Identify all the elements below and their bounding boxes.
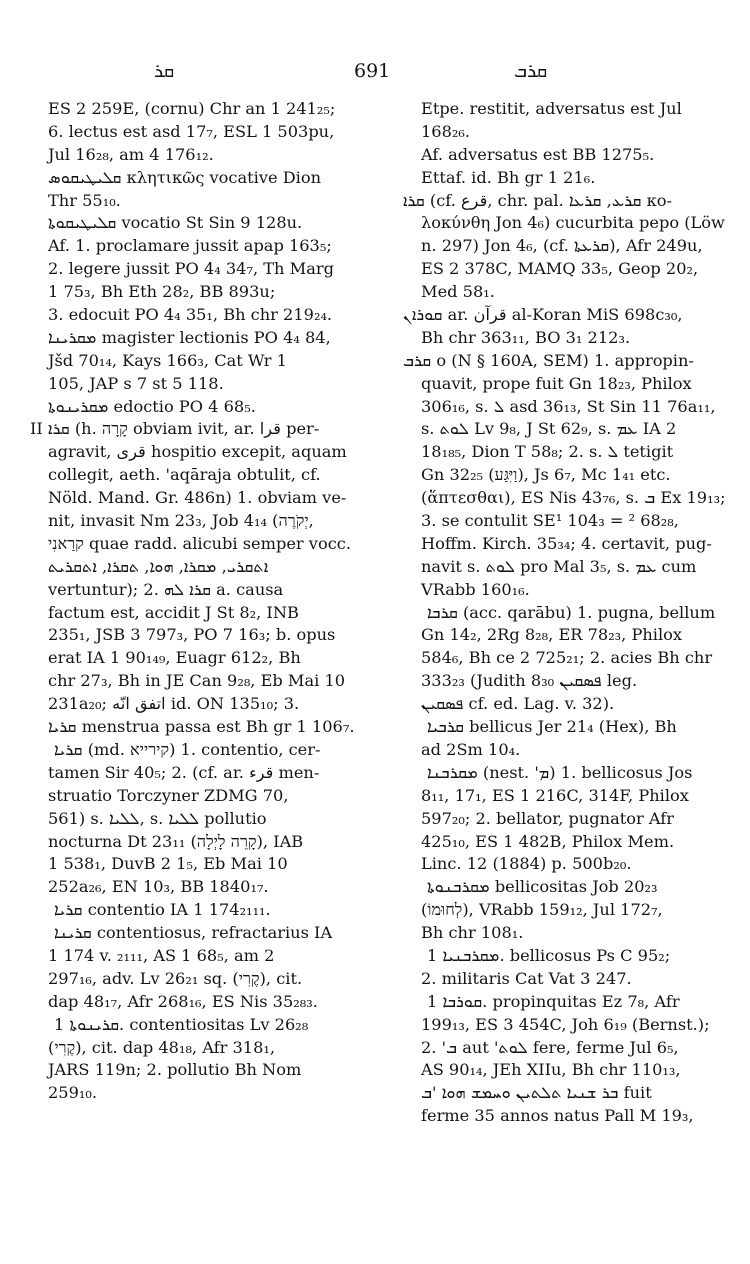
entry-line: quavit, prope fuit Gn 18₂₃, Philox: [421, 373, 692, 393]
entry-line: Thr 55₁₀.: [48, 190, 121, 210]
entry-line: Gn 32₂₅ (וַיִּגַּע), Js 6₇, Mc 1₄₁ etc.: [421, 465, 671, 485]
entry-line: ܩܪܝܐ (md. קירייא) 1. contentio, cer-: [54, 739, 321, 759]
entry-line: ܦܣܩܝܢ cf. ed. Lag. v. 32).: [421, 694, 615, 714]
entry-line: 425₁₀, ES 1 482B, Philox Mem.: [421, 831, 675, 851]
entry-line: 2. legere jussit PO 4₄ 34₇, Th Marg: [48, 259, 334, 279]
header-right-catchword: ܩܪܒ: [514, 60, 548, 82]
entry-line: struatio Torczyner ZDMG 70,: [48, 785, 289, 805]
entry-line: ܩܪܐ (cf. قرع, chr. pal. ܩܪܥ, ܩܪܥܐ κο-: [403, 190, 672, 210]
entry-line: 2. militaris Cat Vat 3 247.: [421, 968, 632, 988]
left-column: [30, 98, 372, 1105]
entry-line: AS 90₁₄, JEh XIIu, Bh chr 110₁₃,: [421, 1060, 681, 1080]
entry-line: ܩܠܝܛܝܩܘܬܐ vocatio St Sin 9 128u.: [48, 213, 303, 233]
entry-line: ܩܪܝܐ contentio IA 1 174₂₁₁₁.: [54, 900, 271, 920]
entry-line: 235₁, JSB 3 797₃, PO 7 16₃; b. opus: [48, 625, 336, 645]
entry-line: ܡܩܪܒܢܐ (nest. 'ܡ) 1. bellicosus Jos: [427, 762, 693, 782]
entry-line: Bh chr 363₁₁, BO 3₁ 212₃.: [421, 327, 631, 347]
page-number: 691: [354, 60, 391, 82]
entry-line: (לְחוּמוֹ), VRabb 159₁₂, Jul 172₇,: [421, 900, 663, 920]
entry-line: ܒܪ ܫܢܝܐ ܬܠܬܝܢ ܘܚܡܫ ܗܘܐ 'ܒ fuit: [421, 1083, 652, 1103]
entry-line: 561) s. ܠܠܝܐ, s. ܠܠܝܐ pollutio: [48, 808, 267, 828]
entry-line: (ἅπτεσθαι), ES Nis 43₇₆, s. ܒ Ex 19₁₃;: [421, 488, 726, 508]
entry-line: collegit, aeth. 'aqāraja obtulit, cf.: [48, 465, 321, 485]
entry-line: ܩܘܪܐܢ ar. قرآن al-Koran MiS 698c₃₀,: [403, 305, 683, 325]
entry-line: 1 538₁, DuvB 2 1₅, Eb Mai 10: [48, 854, 288, 874]
entry-line: JARS 119n; 2. pollutio Bh Nom: [48, 1060, 302, 1080]
entry-line: tamen Sir 40₅; 2. (cf. ar. قرء men-: [48, 762, 320, 782]
entry-line: 231a₂₀; اتفق انّه id. ON 135₁₀; 3.: [48, 694, 300, 714]
entry-line: VRabb 160₁₆.: [421, 579, 530, 599]
entry-line: Jul 16₂₈, am 4 176₁₂.: [48, 144, 214, 164]
entry-line: 199₁₃, ES 3 454C, Joh 6₁₉ (Bernst.);: [421, 1014, 710, 1034]
header-left-catchword: ܩܪ: [154, 60, 175, 82]
entry-line: ܡܩܪܝܢܘܬܐ edoctio PO 4 68₅.: [48, 396, 256, 416]
entry-line: navit s. ܠܘܬ pro Mal 3₅, s. ܥܡ cum: [421, 556, 697, 576]
entry-line: 3. se contulit SE¹ 104₃ = ² 68₂₈,: [421, 511, 679, 531]
entry-line: Jšd 70₁₄, Kays 166₃, Cat Wr 1: [48, 350, 287, 370]
entry-line: 252a₂₆, EN 10₃, BB 1840₁₇.: [48, 877, 269, 897]
entry-line: ܩܪܝܢܐ contentiosus, refractarius IA: [54, 923, 333, 943]
entry-line: Linc. 12 (1884) p. 500b₂₀.: [421, 854, 632, 874]
entry-line: agravit, قرى hospitio excepit, aquam: [48, 442, 347, 462]
entry-line: ܐܬܩܪܝ, ܡܩܪܐ, ܗܘܐ, ܬܩܪܐ, ܐܬܩܪܝܬ: [48, 556, 269, 576]
entry-line: 297₁₆, adv. Lv 26₂₁ sq. (קֶרִי), cit.: [48, 968, 303, 988]
entry-line: s. ܠܘܬ Lv 9₈, J St 62₉, s. ܥܡ IA 2: [421, 419, 677, 439]
entry-line: 168₂₆.: [421, 121, 471, 141]
entry-line: ܩܪܒܝܐ bellicus Jer 21₄ (Hex), Bh: [427, 717, 677, 737]
entry-line: 6. lectus est asd 17₇, ESL 1 503pu,: [48, 121, 335, 141]
right-column: [403, 98, 726, 1128]
entry-line: ܩܠܝܛܝܩܘܣ κλητικῶς vocative Dion: [48, 167, 322, 187]
entry-line: 3. edocuit PO 4₄ 35₁, Bh chr 219₂₄.: [48, 305, 333, 325]
entry-line: ܩܪܝܐ menstrua passa est Bh gr 1 106₇.: [48, 717, 355, 737]
entry-line: vertuntur); 2. ܩܪܐ ܠܗ a. causa: [48, 579, 284, 599]
entry-line: 18₁₈₅, Dion T 58₈; 2. s. ܠ tetigit: [421, 442, 674, 462]
entry-line: ferme 35 annos natus Pall M 19₃,: [421, 1106, 694, 1126]
entry-line: Hoffm. Kirch. 35₃₄; 4. certavit, pug-: [421, 533, 712, 553]
entry-line: 8₁₁, 17₁, ES 1 216C, 314F, Philox: [421, 785, 689, 805]
entry-line: ܡܩܪܝܢܐ magister lectionis PO 4₄ 84,: [48, 327, 331, 347]
entry-line: (קֶרִי), cit. dap 48₁₈, Afr 318₁,: [48, 1037, 276, 1057]
entry-line: ES 2 378C, MAMQ 33₅, Geop 20₂,: [421, 259, 699, 279]
entry-line: 105, JAP s 7 st 5 118.: [48, 373, 224, 393]
entry-line: ES 2 259E, (cornu) Chr an 1 241₂₅;: [48, 99, 336, 118]
entry-line: 1 75₃, Bh Eth 28₂, BB 893u;: [48, 282, 276, 302]
entry-line: ܩܪܝܢܘܬܐ 1. contentiositas Lv 26₂₈: [54, 1014, 309, 1034]
entry-line: Etpe. restitit, adversatus est Jul: [421, 99, 682, 118]
entry-line: Af. 1. proclamare jussit apap 163₅;: [48, 236, 332, 256]
entry-line: factum est, accidit J St 8₂, INB: [48, 602, 299, 622]
entry-line: ad 2Sm 10₄.: [421, 739, 521, 759]
entry-line: ܩܘܪܒܐ 1. propinquitas Ez 7₈, Afr: [427, 991, 680, 1011]
entry-line: 259₁₀.: [48, 1083, 98, 1103]
entry-line: ܩܪܒ o (N § 160A, SEM) 1. appropin-: [403, 350, 694, 370]
entry-line: Af. adversatus est BB 1275₅.: [421, 144, 655, 164]
entry-line: ܩܪܒܐ (acc. qarābu) 1. pugna, bellum: [427, 602, 716, 622]
entry-line: 597₂₀; 2. bellator, pugnator Afr: [421, 808, 675, 828]
entry-line: erat IA 1 90₁₄₉, Euagr 612₂, Bh: [48, 648, 301, 668]
entry-line: ܡܩܪܒܢܝܐ 1. bellicosus Ps C 95₂;: [427, 945, 671, 965]
entry-line: λοκύνθη Jon 4₆) cucurbita pepo (Löw: [421, 213, 725, 233]
entry-line: Gn 14₂, 2Rg 8₂₈, ER 78₂₃, Philox: [421, 625, 683, 645]
entry-line: II ܩܪܐ (h. קָרָה obviam ivit, ar. قرا per-: [30, 419, 320, 439]
entry-line: Bh chr 108₁.: [421, 923, 524, 943]
entry-line: קרַאנִי quae radd. alicubi semper vocc.: [48, 533, 351, 553]
entry-line: Nöld. Mand. Gr. 486n) 1. obviam ve-: [48, 488, 347, 508]
entry-line: Ettaf. id. Bh gr 1 21₆.: [421, 167, 596, 187]
entry-line: ܡܩܪܒܢܘܬܐ bellicositas Job 20₂₃: [427, 877, 658, 897]
entry-line: dap 48₁₇, Afr 268₁₆, ES Nis 35₂₈₃.: [48, 991, 318, 1011]
entry-line: Med 58₁.: [421, 282, 495, 302]
entry-line: 1 174 v. ₂₁₁₁, AS 1 68₅, am 2: [48, 945, 275, 965]
entry-line: 306₁₆, s. ܠ asd 36₁₃, St Sin 11 76a₁₁,: [421, 396, 716, 416]
entry-line: 333₂₃ (Judith 8₃₀ ܦܣܩܝܢ leg.: [421, 671, 638, 691]
entry-line: n. 297) Jon 4₆, (cf. ܩܪܥܬܐ), Afr 249u,: [421, 236, 703, 256]
entry-line: nocturna Dt 23₁₁ (קָרֵה לָיְלָה), IAB: [48, 831, 304, 851]
entry-line: 584₆, Bh ce 2 725₂₁; 2. acies Bh chr: [421, 648, 713, 668]
entry-line: nit, invasit Nm 23₃, Job 4₁₄ (יְקֹרֶה,: [48, 511, 314, 531]
entry-line: 2. 'ܒ aut 'ܠܘܬ fere, ferme Jul 6₅,: [421, 1037, 679, 1057]
entry-line: chr 27₃, Bh in JE Can 9₂₈, Eb Mai 10: [48, 671, 346, 691]
